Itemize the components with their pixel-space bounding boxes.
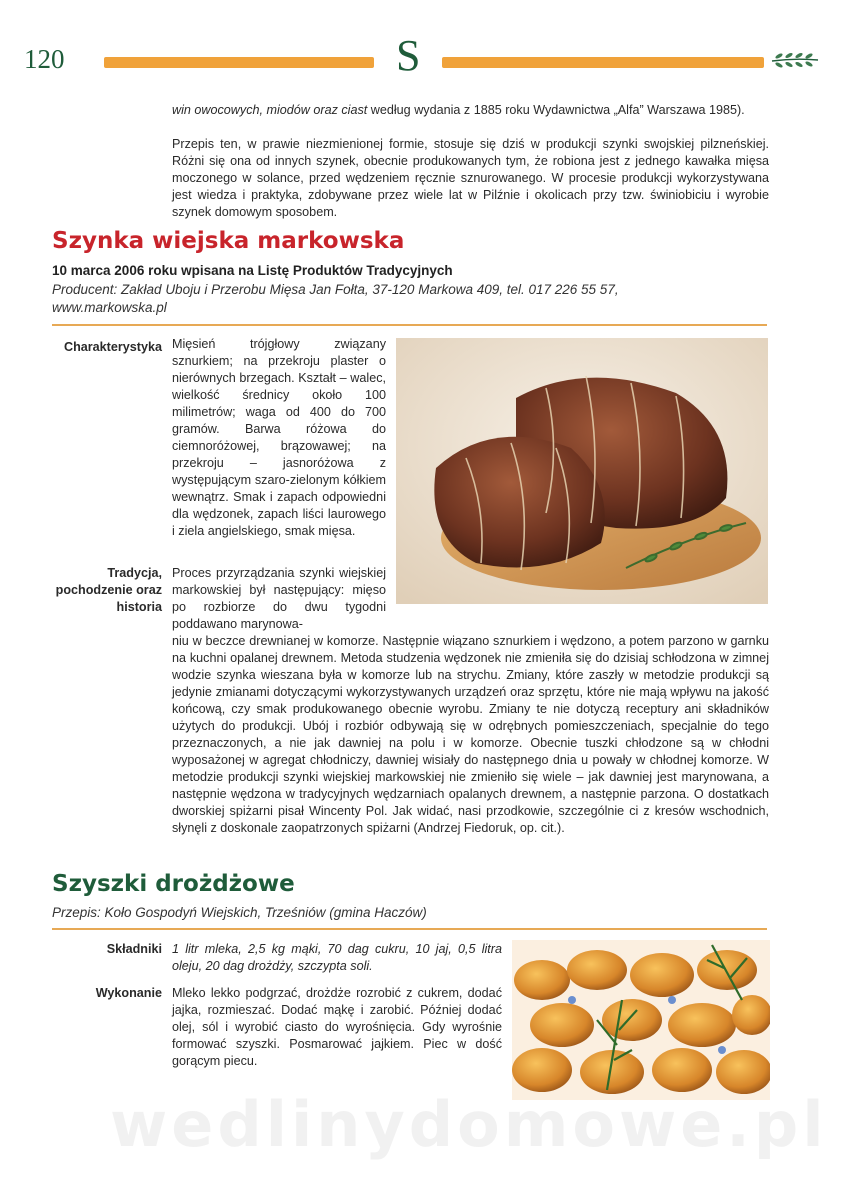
section-divider	[52, 324, 767, 326]
registration-line: 10 marca 2006 roku wpisana na Listę Produktów Tradycyjnych	[52, 263, 453, 278]
producer-line: Producent: Zakład Uboju i Przerobu Mięsa Jan Fołta, 37-120 Markowa 409, tel. 017 226 55 57, www.markowska.pl	[52, 282, 619, 315]
page-number: 120	[24, 44, 65, 74]
header-bar-right	[442, 57, 764, 68]
ham-photo	[396, 338, 768, 604]
label-ingredients: Składniki	[106, 942, 162, 956]
yeast-buns-photo	[512, 940, 770, 1100]
characteristics-text: Mięsień trójgłowy związany sznurkiem; na przekroju plaster o nierównych brzegach. Kształt – walec, wielkość średnicy około 100 milimetrów; waga od 400 do 700 gramów. Barwa różowa do ciemnoróżowej, brązowawej; na przekroju – jasnoróżowa z występującym szaro-zielonym kółkiem wewnątrz. Smak i zapach odpowiedni dla wędzonek, zapach liści laurowego i ziela angielskiego, smak mięsa.	[172, 337, 386, 538]
section-divider	[52, 928, 767, 930]
section-title-buns: Szyszki drożdżowe	[52, 871, 295, 897]
intro-paragraph-1	[172, 102, 769, 119]
intro-italic-fragment: win owocowych, miodów oraz ciast	[172, 103, 368, 117]
leaf-branch-icon	[770, 52, 820, 68]
watermark: wedlinydomowe.pl	[110, 1088, 828, 1161]
recipe-source: Przepis: Koło Gospodyń Wiejskich, Trześniów (gmina Haczów)	[52, 905, 427, 920]
header-bar-left	[104, 57, 374, 68]
section-title-ham: Szynka wiejska markowska	[52, 228, 405, 254]
preparation-text: Mleko lekko podgrzać, drożdże rozrobić z cukrem, dodać jajka, rozmieszać. Dodać mąkę i zarobić. Później dodać olej, sól i wyrobić ciasto do wyrośnięcia. Gdy wyrośnie formować szyszki. Posmarować jajkiem. Piec w dość gorącym piecu.	[172, 986, 502, 1068]
ingredients-text: 1 litr mleka, 2,5 kg mąki, 70 dag cukru, 10 jaj, 0,5 litra oleju, 20 dag drożdży, szczypta soli.	[172, 942, 502, 973]
tradition-text-narrow: Proces przyrządzania szynki wiejskiej markowskiej był następujący: mięso po rozbiorze do dwu tygodni poddawano marynowa-	[172, 566, 386, 631]
intro-paragraph-2: Przepis ten, w prawie niezmienionej formie, stosuje się dziś w produkcji szynki swojskiej pilzneńskiej. Różni się ona od innych szynek, obecnie produkowanych tym, że robiona jest z jednego kawałka mięsa moczonego w solance, przed wędzeniem ręcznie sznurowanego. W procesie produkcji wykorzystywana jest wiedza i praktyka, zdobywane przez wiele lat w Pilźnie i okolicach przy tzw. świniobiciu i wyrobie szynek domowym sposobem.	[172, 137, 769, 219]
label-preparation: Wykonanie	[95, 986, 162, 1000]
intro-text-fragment: według wydania z 1885 roku Wydawnictwa „Alfa” Warszawa 1985).	[367, 103, 745, 117]
label-characteristics: Charakterystyka	[63, 340, 162, 354]
label-tradition: Tradycja, pochodzenie oraz historia	[55, 566, 162, 614]
tradition-text-wide: niu w beczce drewnianej w komorze. Następnie wiązano sznurkiem i wędzono, a potem parzono w garnku na kuchni opalanej drewnem. Metoda studzenia wędzonek nie zmieniła się do dzisiaj schłodzona w zimnej wodzie szynka wieszana była w komorze lub na strychu. Zmiany, które zaszły w metodzie produkcji są jedynie zmianami dotyczącymi wykorzystywanych urządzeń oraz sprzętu, które nie mają wpływu na jakość końcową, czy smak produkowanego obecnie wyrobu. Zmiany te nie dotyczą receptury ani składników użytych do produkcji. Ubój i rozbiór odbywają się w odrębnych pomieszczeniach, specjalnie do tego przeznaczonych, a nie jak dawniej na polu i w komorze. Obecnie tuszki chłodzone są w chłodni wyposażonej w agregat chłodniczy, dawniej wisiały do następnego dnia u powały w chłodnej komorze. W metodzie produkcji szynki wiejskiej markowskiej nie zmieniło się wiele – jak dawniej jest marynowana, a następnie wędzona w tradycyjnych wędzarniach opalanych drewnem, a następnie parzona. O dostatkach dworskiej spiżarni pisał Wincenty Pol. Jak widać, nasi przodkowie, szczególnie ci z kresów wschodnich, słynęli z doskonale zaopatrzonych spiżarni (Andrzej Fiedoruk, op. cit.).	[172, 634, 769, 835]
section-letter: S	[396, 31, 421, 80]
